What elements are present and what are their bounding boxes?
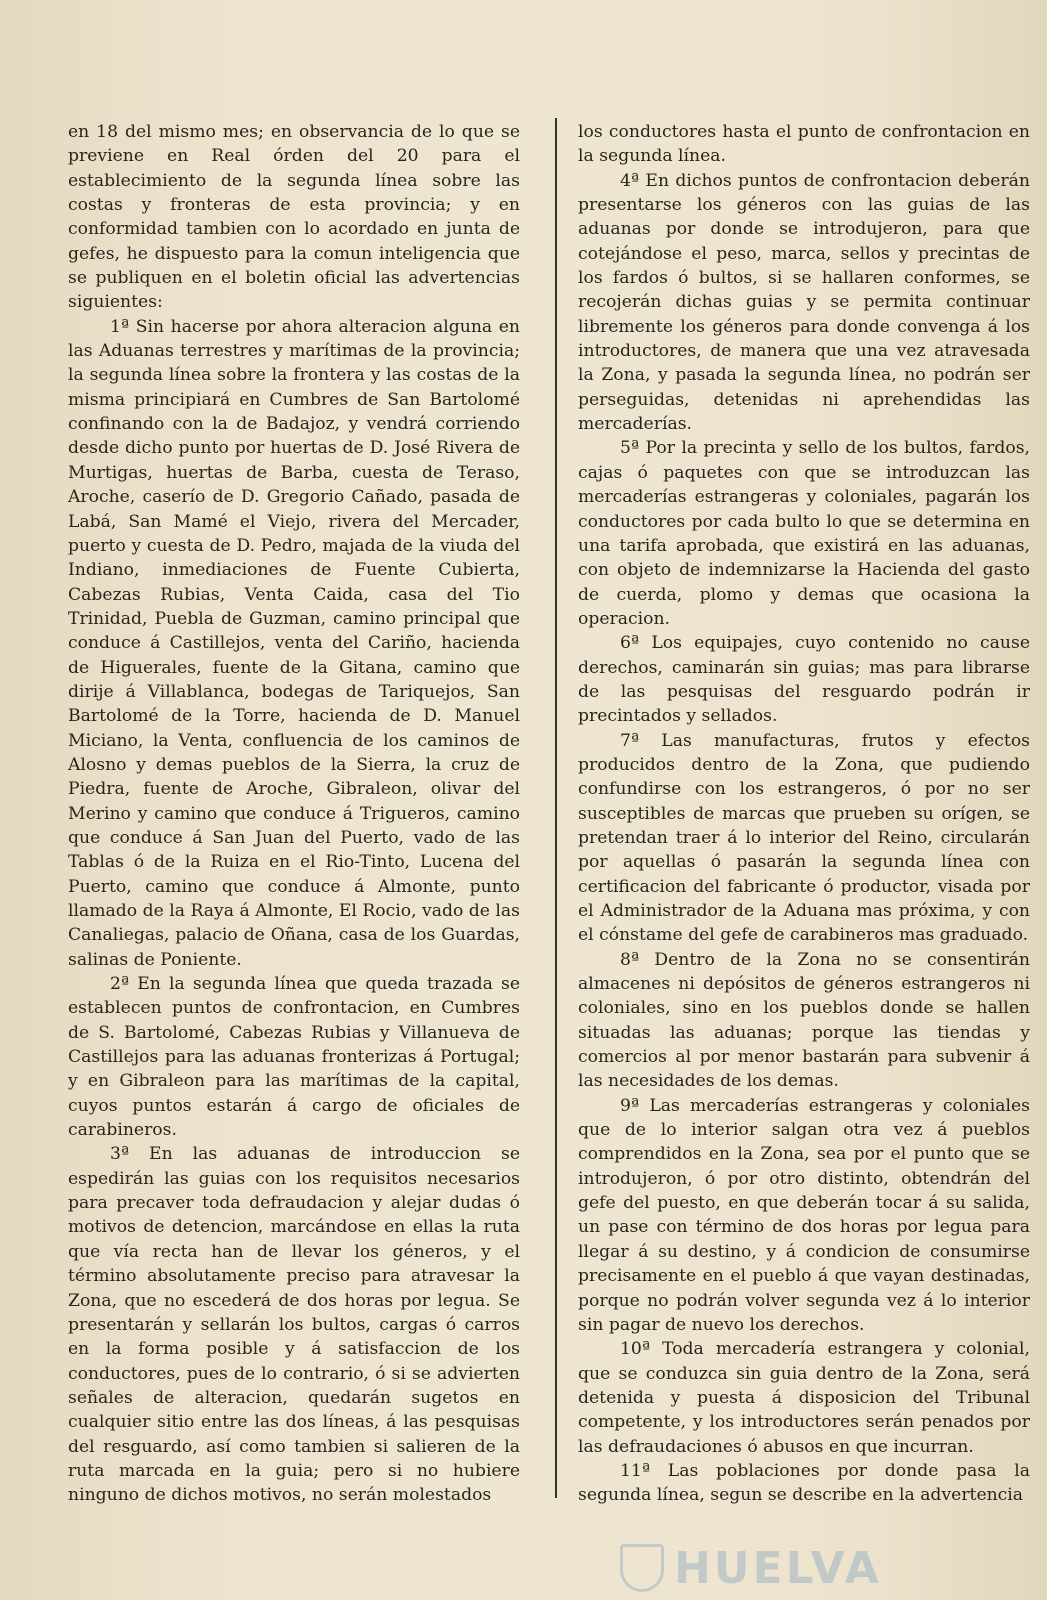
- paragraph: 5ª Por la precinta y sello de los bultos, fardos, cajas ó paquetes con que se introduzcan las mercaderías estrangeras y coloniales, pagarán los conductores por cada bulto lo que se determina en una tarifa aprobada, que existirá en las aduanas, con objeto de indemnizarse la Hacienda del gasto de cuerda, plomo y demas que ocasiona la operacion.: [578, 438, 1030, 629]
- shield-icon: [620, 1544, 664, 1592]
- paragraph: 10ª Toda mercadería estrangera y colonial, que se conduzca sin guia dentro de la Zona, será detenida y puesta á disposicion del Tribunal competente, y los introductores serán penados por las defraudaciones ó abusos en que incurran.: [578, 1339, 1030, 1457]
- watermark: [620, 1540, 980, 1596]
- paragraph: 1ª Sin hacerse por ahora alteracion alguna en las Aduanas terrestres y marítimas de la provincia; la segunda línea sobre la frontera y las costas de la misma principiará en Cumbres de San Bartolomé confinando con la de Badajoz, y vendrá corriendo desde dicho punto por huertas de D. José Rivera de Murtigas, huertas de Barba, cuesta de Teraso, Aroche, caserío de D. Gregorio Cañado, pasada de Labá, San Mamé el Viejo, rivera del Mercader, puerto y cuesta de D. Pedro, majada de la viuda del Indiano, inmediaciones de Fuente Cubierta, Cabezas Rubias, Venta Caida, casa del Tio Trinidad, Puebla de Guzman, camino principal que conduce á Castillejos, venta del Cariño, hacienda de Higuerales, fuente de la Gitana, camino que dirije á Villablanca, bodegas de Tariquejos, San Bartolomé de la Torre, hacienda de D. Manuel Miciano, la Venta, confluencia de los caminos de Alosno y demas pueblos de la Sierra, la cruz de Piedra, fuente de Aroche, Gibraleon, olivar del Merino y camino que conduce á Trigueros, camino que conduce á San Juan del Puerto, vado de las Tablas ó de la Ruiza en el Rio-Tinto, Lucena del Puerto, camino que conduce á Almonte, punto llamado de la Raya á Almonte, El Rocio, vado de las Canaliegas, palacio de Oñana, casa de los Guardas, salinas de Poniente.: [68, 316, 520, 970]
- paragraph: 4ª En dichos puntos de confrontacion deberán presentarse los géneros con las guias de las aduanas por donde se introdujeron, para que cotejándose el peso, marca, sellos y precintas de los fardos ó bultos, si se hallaren conformes, se recojerán dichas guias y se permita continuar libremente los géneros para donde convenga á los introductores, de manera que una vez atravesada la Zona, y pasada la segunda línea, no podrán ser perseguidas, detenidas ni aprehendidas las mercaderías.: [578, 170, 1030, 435]
- paragraph: los conductores hasta el punto de confrontacion en la segunda línea.: [578, 122, 1030, 167]
- paragraph: en 18 del mismo mes; en observancia de lo que se previene en Real órden del 20 para el establecimiento de la segunda línea sobre las costas y fronteras de esta provincia; y en conformidad tambien con lo acordado en junta de gefes, he dispuesto para la comun inteligencia que se publiquen en el boletin oficial las advertencias siguientes:: [68, 122, 520, 313]
- right-column: [578, 120, 1030, 1508]
- paragraph: 7ª Las manufacturas, frutos y efectos producidos dentro de la Zona, que pudiendo confundirse con los estrangeros, ó por no ser susceptibles de marcas que prueben su orígen, se pretendan traer á lo interior del Reino, circularán por aquellas ó pasarán la segunda línea con certificacion del fabricante ó productor, visada por el Administrador de la Aduana mas próxima, y con el cónstame del gefe de carabineros mas graduado.: [578, 730, 1030, 946]
- column-divider: [555, 118, 557, 1498]
- paragraph: 6ª Los equipajes, cuyo contenido no cause derechos, caminarán sin guias; mas para librarse de las pesquisas del resguardo podrán ir precintados y sellados.: [578, 633, 1030, 727]
- paragraph: 2ª En la segunda línea que queda trazada se establecen puntos de confrontacion, en Cumbres de S. Bartolomé, Cabezas Rubias y Villanueva de Castillejos para las aduanas fronterizas á Portugal; y en Gibraleon para las marítimas de la capital, cuyos puntos estarán á cargo de oficiales de carabineros.: [68, 974, 520, 1141]
- paragraph: 8ª Dentro de la Zona no se consentirán almacenes ni depósitos de géneros estrangeros ni coloniales, sino en los pueblos donde se hallen situadas las aduanas; porque las tiendas y comercios al por menor bastarán para subvenir á las necesidades de los demas.: [578, 949, 1030, 1092]
- watermark-text: HUELVA: [674, 1542, 882, 1594]
- left-column: [68, 120, 520, 1508]
- paragraph: 11ª Las poblaciones por donde pasa la segunda línea, segun se describe en la advertencia: [578, 1460, 1030, 1506]
- paragraph: 3ª En las aduanas de introduccion se espedirán las guias con los requisitos necesarios para precaver toda defraudacion y alejar dudas ó motivos de detencion, marcándose en ellas la ruta que vía recta han de llevar los géneros, y el término absolutamente preciso para atravesar la Zona, que no escederá de dos horas por legua. Se presentarán y sellarán los bultos, cargas ó carros en la forma posible y á satisfaccion de los conductores, pues de lo contrario, ó si se advierten señales de alteracion, quedarán sugetos en cualquier sitio entre las dos líneas, á las pesquisas del resguardo, así como tambien si salieren de la ruta marcada en la guia; pero si no hubiere ninguno de dichos motivos, no serán molestados: [68, 1144, 520, 1506]
- paragraph: 9ª Las mercaderías estrangeras y coloniales que de lo interior salgan otra vez á pueblos comprendidos en la Zona, sea por el punto que se introdujeron, ó por otro distinto, obtendrán del gefe del puesto, en que deberán tocar á su salida, un pase con término de dos horas por legua para llegar á su destino, y á condicion de consumirse precisamente en el pueblo á que vayan destinadas, porque no podrán volver segunda vez á lo interior sin pagar de nuevo los derechos.: [578, 1095, 1030, 1335]
